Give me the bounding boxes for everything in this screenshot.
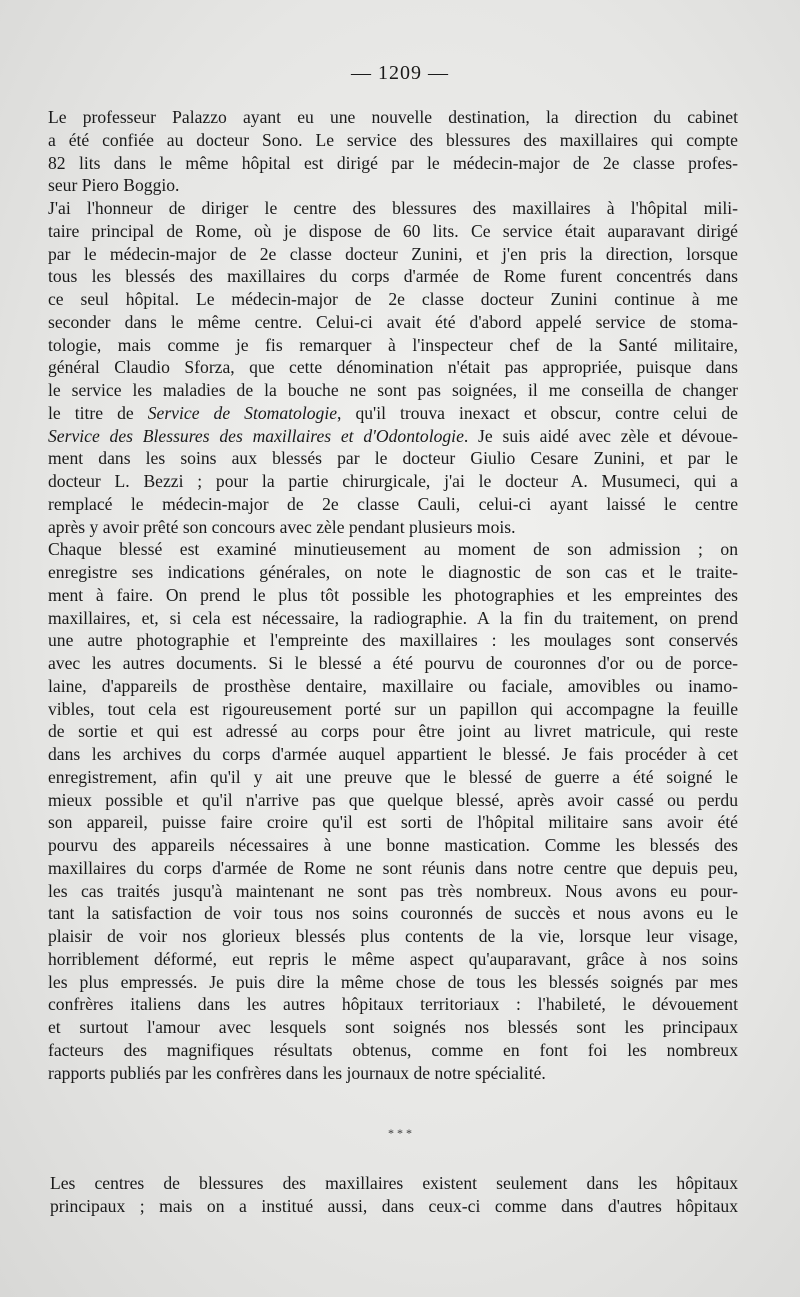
text-line: ment à faire. On prend le plus tôt possible les photographies et les empreintes des: [48, 584, 738, 605]
text-line: ce seul hôpital. Le médecin-major de 2e classe docteur Zunini continue à me: [48, 289, 738, 309]
text-line: vibles, tout cela est rigoureusement porté sur un papillon qui accompagne la feuille: [48, 698, 738, 719]
text-line-italic-title: [48, 425, 738, 448]
text-line: 82 lits dans le même hôpital est dirigé par le médecin-major de 2e classe profes-: [48, 152, 738, 173]
text-line: tant la satisfaction de voir tous nos soins couronnés de succès et nous avons eu le: [48, 903, 738, 924]
text-line: mieux possible et qu'il n'arrive pas que quelque blessé, après avoir cassé ou perdu: [48, 789, 738, 810]
paragraph-1: [48, 106, 738, 197]
text-line: de sortie et qui est adressé au corps pour être joint au livret matricule, qui reste: [48, 721, 738, 742]
text-line: remplacé le médecin-major de 2e classe Cauli, celui-ci ayant laissé le centre: [48, 493, 738, 514]
text-line: J'ai l'honneur de diriger le centre des blessures des maxillaires à l'hôpital mili-: [48, 198, 738, 218]
text-line: maxillaires, et, si cela est nécessaire, la radiographie. A la fin du traitement, on prend: [48, 607, 738, 628]
text-line: rapports publiés par les confrères dans les journaux de notre spécialité.: [48, 1062, 546, 1083]
text-line: tous les blessés des maxillaires du corps d'armée de Rome furent concentrés dans: [48, 266, 738, 287]
italic-service-name: Service des Blessures des maxillaires et d'Odontologie: [48, 425, 464, 446]
text-run: . Je suis aidé avec zèle et dévoue-: [463, 425, 738, 446]
text-line: confrères italiens dans les autres hôpitaux territoriaux : l'habileté, le dévouement: [48, 994, 738, 1015]
text-line: horriblement déformé, eut repris le même aspect qu'auparavant, grâce à nos soins: [48, 948, 738, 969]
text-line: ment dans les soins aux blessés par le docteur Giulio Cesare Zunini, et par le: [48, 448, 738, 469]
text-line: le service les maladies de la bouche ne sont pas soignées, il me conseilla de changer: [48, 380, 738, 400]
text-line: et surtout l'amour avec lesquels sont soignés nos blessés sont les principaux: [48, 1017, 738, 1037]
text-line: plaisir de voir nos glorieux blessés plus contents de la vie, lorsque leur visage,: [48, 926, 738, 946]
text-line: général Claudio Sforza, que cette dénomination n'était pas appropriée, puisque dans: [48, 357, 738, 378]
text-line: pourvu des appareils nécessaires à une bonne mastication. Comme les blessés des: [48, 835, 738, 855]
text-line: Chaque blessé est examiné minutieusement au moment de son admission ; on: [48, 539, 738, 560]
text-line: Les centres de blessures des maxillaires existent seulement dans les hôpitaux: [50, 1173, 738, 1193]
text-line: a été confiée au docteur Sono. Le service des blessures des maxillaires qui compte: [48, 129, 738, 150]
text-line: enregistre ses indications générales, on note le diagnostic de son cas et le traite-: [48, 562, 738, 582]
text-line: docteur L. Bezzi ; pour la partie chirurgicale, j'ai le docteur A. Musumeci, qui a: [48, 471, 738, 491]
text-line: seur Piero Boggio.: [48, 175, 180, 196]
text-line: facteurs des magnifiques résultats obtenus, comme en font foi les nombreux: [48, 1039, 738, 1060]
text-line: après y avoir prêté son concours avec zèle pendant plusieurs mois.: [48, 516, 516, 537]
text-run: le titre de: [48, 402, 148, 423]
paragraph-2: [48, 197, 738, 538]
text-run: , qu'il trouva inexact et obscur, contre celui de: [337, 402, 738, 423]
text-line: taire principal de Rome, où je dispose de 60 lits. Ce service était auparavant dirigé: [48, 220, 738, 241]
page-number: — 1209 —: [351, 62, 449, 84]
text-line: seconder dans le même centre. Celui-ci avait été d'abord appelé service de stoma-: [48, 311, 738, 332]
body-text-continued: [50, 1172, 738, 1218]
text-line: laine, d'appareils de prosthèse dentaire, maxillaire ou faciale, amovibles ou inamo-: [48, 675, 738, 696]
section-separator: * * *: [388, 1126, 412, 1140]
body-text: [48, 106, 738, 1084]
text-line: les plus empressés. Je puis dire la même chose de tous les blessés soignés par mes: [48, 971, 738, 992]
text-line: enregistrement, afin qu'il y ait une preuve que le blessé de guerre a été soigné le: [48, 766, 738, 787]
text-line: avec les autres documents. Si le blessé a été pourvu de couronnes d'or ou de porce-: [48, 653, 738, 673]
text-line: Le professeur Palazzo ayant eu une nouvelle destination, la direction du cabinet: [48, 107, 738, 127]
text-line: tologie, mais comme je fis remarquer à l'inspecteur chef de la Santé militaire,: [48, 334, 738, 355]
text-line: les cas traités jusqu'à maintenant ne sont pas très nombreux. Nous avons eu pour-: [48, 880, 738, 901]
text-line: par le médecin-major de 2e classe docteur Zunini, et j'en pris la direction, lorsque: [48, 243, 738, 264]
text-line: maxillaires du corps d'armée de Rome ne sont réunis dans notre centre que depuis peu,: [48, 857, 738, 878]
text-line: dans les archives du corps d'armée auquel appartient le blessé. Je fais procéder à cet: [48, 744, 738, 764]
text-line-italic-title: [48, 402, 738, 425]
text-line: principaux ; mais on a institué aussi, dans ceux-ci comme dans d'autres hôpitaux: [50, 1196, 738, 1216]
paragraph-4: [50, 1172, 738, 1218]
italic-service-name: Service de Stomatologie: [147, 402, 338, 423]
text-line: une autre photographie et l'empreinte des maxillaires : les moulages sont conservés: [48, 630, 738, 651]
paragraph-3: [48, 538, 738, 1084]
text-line: son appareil, puisse faire croire qu'il est sorti de l'hôpital militaire sans avoir été: [48, 812, 738, 833]
